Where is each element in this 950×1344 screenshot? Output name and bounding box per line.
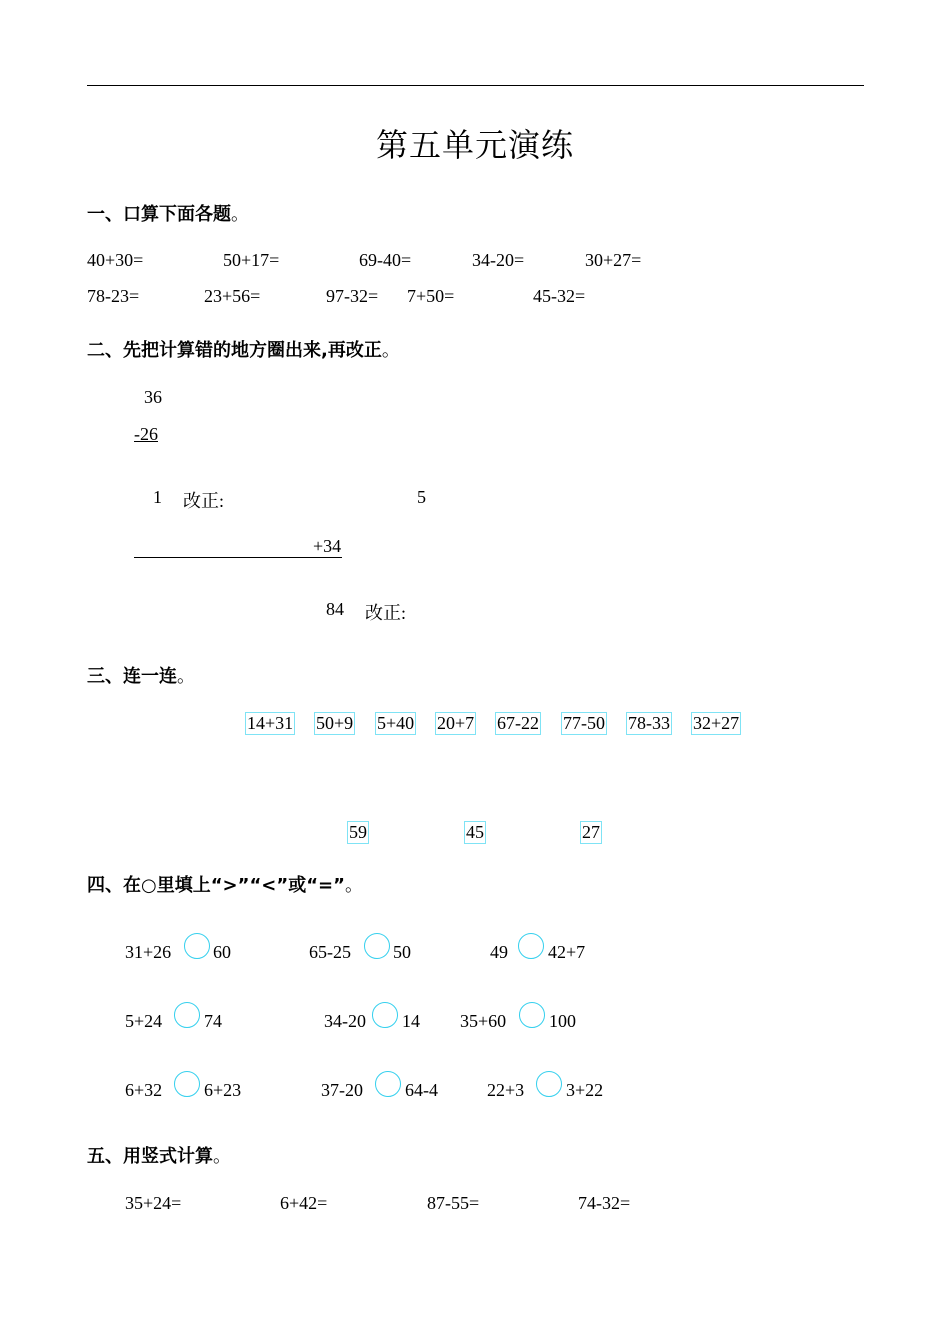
vertical-top-number: 36 (144, 387, 162, 407)
section-4-end: 。 (344, 875, 363, 896)
section-1-label: 一、口算下面各题 (87, 204, 231, 225)
match-answer[interactable]: 45 (466, 822, 484, 842)
vertical-problem: 74-32= (578, 1193, 631, 1213)
compare-left: 31+26 (125, 942, 172, 962)
match-answer[interactable]: 27 (582, 822, 600, 842)
oral-problem: 69-40= (359, 250, 412, 270)
oral-problem: 45-32= (533, 286, 586, 306)
match-expression[interactable]: 50+9 (316, 713, 354, 733)
section-2-heading (87, 336, 400, 362)
match-expression[interactable]: 5+40 (377, 713, 415, 733)
compare-circle[interactable] (364, 933, 390, 959)
match-expression[interactable]: 32+27 (693, 713, 740, 733)
compare-right: 74 (204, 1011, 222, 1031)
oral-problem: 23+56= (204, 286, 261, 306)
answer-line (134, 557, 342, 558)
compare-right: 6+23 (204, 1080, 242, 1100)
page-title: 第五单元演练 (375, 126, 574, 164)
compare-circle[interactable] (184, 933, 210, 959)
compare-left: 35+60 (460, 1011, 507, 1031)
match-expression[interactable]: 77-50 (563, 713, 605, 733)
section-4-label: 四、在○里填上“>”“<”或“=” (87, 875, 345, 896)
vertical-subtrahend: -26 (134, 424, 158, 444)
match-answer[interactable]: 59 (349, 822, 367, 842)
compare-right: 42+7 (548, 942, 586, 962)
compare-left: 34-20 (324, 1011, 366, 1031)
compare-right: 3+22 (566, 1080, 604, 1100)
compare-right: 60 (213, 942, 231, 962)
section-1-end: 。 (231, 204, 249, 225)
compare-circle[interactable] (519, 1002, 545, 1028)
compare-circle[interactable] (536, 1071, 562, 1097)
compare-right: 100 (549, 1011, 576, 1031)
section-2-end: 。 (381, 340, 400, 361)
oral-problem: 97-32= (326, 286, 379, 306)
compare-circle[interactable] (174, 1071, 200, 1097)
compare-circle[interactable] (518, 933, 544, 959)
oral-problem: 34-20= (472, 250, 525, 270)
match-expression[interactable]: 78-33 (628, 713, 670, 733)
compare-left: 37-20 (321, 1080, 363, 1100)
section-5-label: 五、用竖式计算 (87, 1146, 213, 1167)
compare-right: 64-4 (405, 1080, 438, 1100)
compare-right: 14 (402, 1011, 420, 1031)
section-3-label: 三、连一连 (87, 666, 177, 687)
section-3-heading (87, 662, 195, 688)
vertical-problem: 35+24= (125, 1193, 182, 1213)
vertical-top-number-2: 5 (417, 487, 426, 507)
section-5-end: 。 (213, 1146, 231, 1167)
oral-problem: 50+17= (223, 250, 280, 270)
section-1-heading (87, 200, 249, 226)
compare-right: 50 (393, 942, 411, 962)
vertical-addend: +34 (313, 536, 342, 556)
vertical-problem: 87-55= (427, 1193, 480, 1213)
oral-problem: 7+50= (407, 286, 455, 306)
vertical-result-2: 84 (326, 599, 344, 619)
oral-problem: 78-23= (87, 286, 140, 306)
section-2-label: 二、先把计算错的地方圈出来,再改正 (87, 340, 382, 361)
compare-left: 5+24 (125, 1011, 163, 1031)
top-rule (87, 85, 864, 86)
compare-circle[interactable] (372, 1002, 398, 1028)
section-3-end: 。 (177, 666, 195, 687)
compare-left: 6+32 (125, 1080, 163, 1100)
compare-left: 49 (490, 942, 508, 962)
correction-label: 改正: (183, 491, 225, 511)
match-expression[interactable]: 14+31 (247, 713, 294, 733)
compare-circle[interactable] (174, 1002, 200, 1028)
compare-left: 22+3 (487, 1080, 525, 1100)
match-expression[interactable]: 67-22 (497, 713, 539, 733)
oral-problem: 40+30= (87, 250, 144, 270)
compare-left: 65-25 (309, 942, 351, 962)
section-5-heading (87, 1142, 231, 1168)
correction-label-2: 改正: (365, 603, 407, 623)
compare-circle[interactable] (375, 1071, 401, 1097)
match-expression[interactable]: 20+7 (437, 713, 475, 733)
oral-problem: 30+27= (585, 250, 642, 270)
section-4-heading (87, 871, 363, 897)
vertical-result: 1 (153, 487, 162, 507)
vertical-problem: 6+42= (280, 1193, 328, 1213)
